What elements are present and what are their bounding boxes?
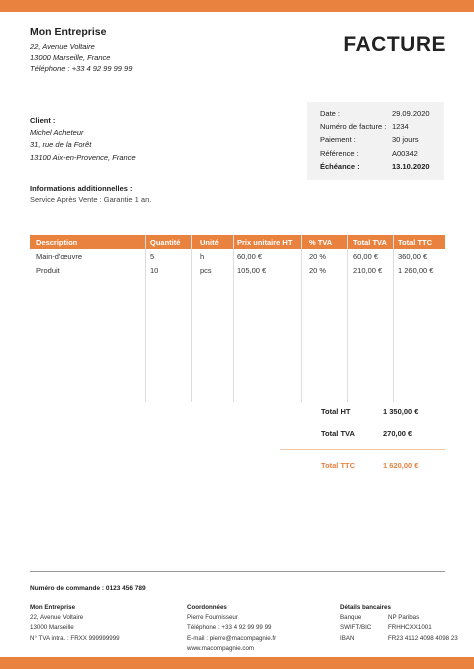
bank-row-bank: [340, 613, 450, 623]
column-quantity: [145, 235, 191, 402]
bank-row-iban: [340, 634, 458, 644]
cell-vat-total: 210,00 €: [353, 266, 383, 275]
cell-quantity: 10: [150, 266, 159, 275]
meta-row-due-date: [320, 162, 440, 174]
footer-company-line: 13000 Marseille: [30, 624, 74, 632]
total-tva-label: Total TVA: [321, 429, 355, 438]
totals-divider: [280, 449, 445, 450]
cell-total-ttc: 360,00 €: [398, 252, 428, 261]
header-unit-price: Prix unitaire HT: [237, 238, 293, 247]
company-name: Mon Entreprise: [30, 26, 107, 38]
footer-company-line: N° TVA intra. : FRXX 999999999: [30, 634, 120, 642]
column-unit: [191, 235, 234, 402]
header-description: Description: [36, 238, 78, 247]
bank-value: FR23 4112 4098 4098 23: [388, 634, 458, 642]
company-block: [30, 25, 132, 74]
meta-value: 29.09.2020: [392, 109, 430, 118]
client-address-2: 13100 Aix-en-Provence, France: [30, 152, 136, 162]
total-ttc-row: [280, 461, 445, 473]
additional-info-label: Informations additionnelles :: [30, 184, 133, 193]
company-address-2: 13000 Marseille, France: [30, 53, 111, 62]
meta-row-payment: [320, 135, 440, 147]
bank-row-swift: [340, 623, 450, 633]
client-label: Client :: [30, 116, 56, 125]
bank-key: IBAN: [340, 634, 355, 642]
column-vat-total: [347, 235, 394, 402]
company-phone: Téléphone : +33 4 92 99 99 99: [30, 64, 133, 73]
client-block: [30, 115, 136, 164]
footer-company: [30, 603, 170, 644]
additional-info: [30, 183, 151, 205]
meta-value: 1234: [392, 122, 409, 131]
cell-total-ttc: 1 260,00 €: [398, 266, 434, 275]
company-address-1: 22, Avenue Voltaire: [30, 42, 95, 51]
cell-description: Main-d'œuvre: [36, 252, 83, 261]
header-vat-rate: % TVA: [309, 238, 333, 247]
meta-value: A00342: [392, 149, 418, 158]
total-ht-value: 1 350,00 €: [383, 407, 419, 416]
client-name: Michel Acheteur: [30, 128, 84, 138]
header-vat-total: Total TVA: [353, 238, 387, 247]
footer-company-line: 22, Avenue Voltaire: [30, 614, 84, 622]
invoice-title: FACTURE: [343, 33, 446, 56]
meta-key: Échéance :: [320, 162, 360, 171]
cell-unit-price: 60,00 €: [237, 252, 263, 261]
column-total-ttc: [393, 235, 446, 402]
meta-key: Numéro de facture :: [320, 122, 387, 131]
footer-contact: [187, 603, 327, 654]
total-tva-value: 270,00 €: [383, 429, 413, 438]
cell-unit: pcs: [200, 266, 212, 275]
bank-key: SWIFT/BIC: [340, 624, 372, 632]
meta-key: Référence :: [320, 149, 359, 158]
client-address-1: 31, rue de la Forêt: [30, 140, 92, 150]
meta-key: Date :: [320, 109, 341, 118]
additional-info-text: Service Après Vente : Garantie 1 an.: [30, 195, 152, 204]
meta-value: 30 jours: [392, 135, 419, 144]
footer-contact-website[interactable]: www.macompagnie.com: [187, 644, 255, 652]
order-number: Numéro de commande : 0123 456 789: [30, 585, 146, 592]
total-ttc-label: Total TTC: [321, 461, 356, 470]
cell-vat-total: 60,00 €: [353, 252, 379, 261]
total-tva-row: [280, 429, 445, 441]
footer-bank: [340, 603, 458, 644]
cell-unit: h: [200, 252, 205, 261]
column-unit-price: [233, 235, 302, 402]
footer-contact-email[interactable]: E-mail : pierre@macompagnie.fr: [187, 634, 277, 642]
invoice-meta-box: [307, 102, 444, 180]
total-ht-label: Total HT: [321, 407, 351, 416]
cell-quantity: 5: [150, 252, 155, 261]
top-accent-bar: [0, 0, 474, 12]
bank-key: Banque: [340, 614, 362, 622]
meta-row-date: [320, 109, 440, 121]
column-description: [30, 235, 145, 402]
footer-contact-title: Coordonnées: [187, 604, 227, 611]
meta-row-reference: [320, 149, 440, 161]
meta-value: 13.10.2020: [392, 162, 430, 171]
footer-contact-line: Pierre Fournisseur: [187, 614, 238, 622]
header-total-ttc: Total TTC: [398, 238, 433, 247]
column-vat-rate: [301, 235, 348, 402]
bottom-accent-bar: [0, 657, 474, 669]
bank-value: NP Paribas: [388, 614, 420, 622]
line-items-table: [30, 235, 445, 402]
footer-divider: [30, 571, 445, 572]
header-unit: Unité: [200, 238, 219, 247]
footer-bank-title: Détails bancaires: [340, 604, 391, 611]
bank-value: FRHHCXX1001: [388, 624, 432, 632]
header-quantity: Quantité: [150, 238, 181, 247]
cell-description: Produit: [36, 266, 60, 275]
total-ht-row: [280, 407, 445, 419]
cell-vat-rate: 20 %: [309, 252, 327, 261]
cell-vat-rate: 20 %: [309, 266, 327, 275]
footer-contact-line: Téléphone : +33 4 92 99 99 99: [187, 624, 272, 632]
total-ttc-value: 1 620,00 €: [383, 461, 419, 470]
footer-company-title: Mon Entreprise: [30, 604, 76, 611]
meta-row-invoice-number: [320, 122, 440, 134]
meta-key: Paiement :: [320, 135, 356, 144]
cell-unit-price: 105,00 €: [237, 266, 267, 275]
